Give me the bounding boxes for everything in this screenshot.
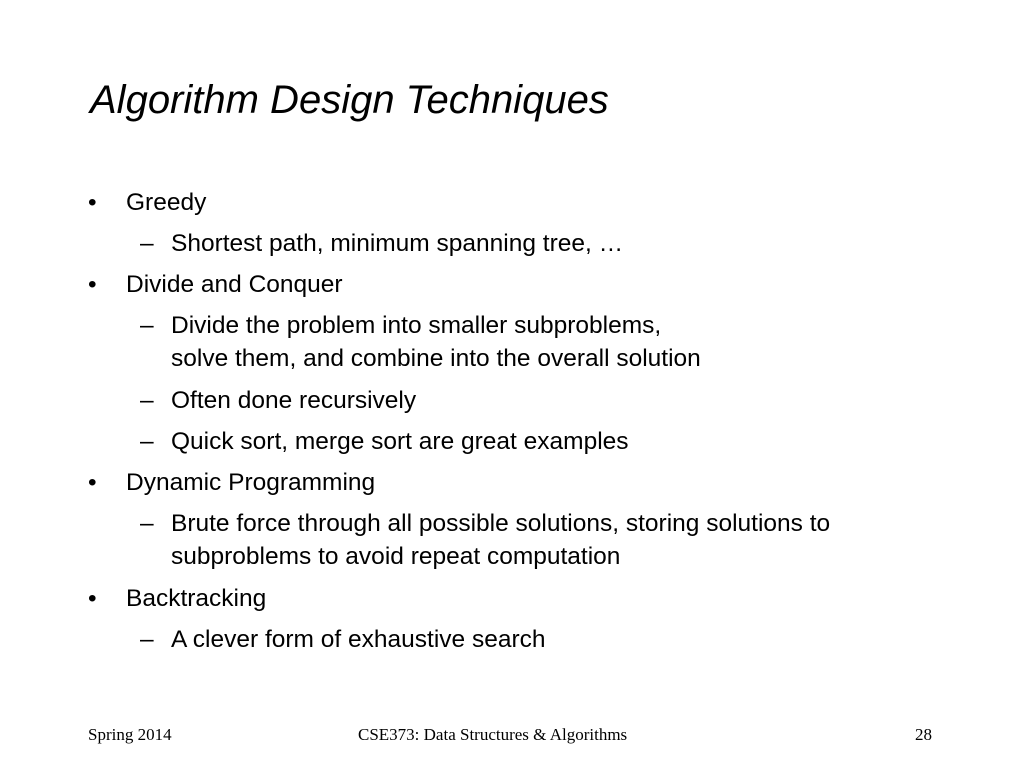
sub-bullet-divide-problem-line-1: Divide the problem into smaller subproblems, — [171, 312, 662, 339]
footer-date: Spring 2014 — [88, 725, 172, 744]
sub-bullet-marker: – — [140, 510, 154, 537]
bullet-marker: • — [88, 271, 97, 298]
footer-course-title: CSE373: Data Structures & Algorithms — [358, 725, 628, 744]
sub-bullet-marker: – — [140, 312, 154, 339]
sub-bullet-marker: – — [140, 230, 154, 257]
bullet-divide-and-conquer: Divide and Conquer — [126, 271, 343, 298]
sub-bullet-marker: – — [140, 626, 154, 653]
sub-bullet-brute-force-line-2: subproblems to avoid repeat computation — [171, 543, 621, 570]
bullet-dynamic-programming: Dynamic Programming — [126, 469, 376, 496]
sub-bullet-brute-force-line-1: Brute force through all possible solutions, storing solutions to — [171, 510, 831, 537]
bullet-marker: • — [88, 585, 97, 612]
bullet-greedy: Greedy — [126, 189, 207, 216]
bullet-backtracking: Backtracking — [126, 585, 267, 612]
bullet-marker: • — [88, 189, 97, 216]
sub-bullet-recursively: Often done recursively — [171, 387, 417, 414]
sub-bullet-sort-examples: Quick sort, merge sort are great examples — [171, 428, 629, 455]
sub-bullet-divide-problem-line-2: solve them, and combine into the overall solution — [171, 345, 701, 372]
bullet-marker: • — [88, 469, 97, 496]
sub-bullet-shortest-path: Shortest path, minimum spanning tree, … — [171, 230, 624, 257]
footer-page-number: 28 — [915, 725, 932, 744]
slide-title: Algorithm Design Techniques — [90, 78, 609, 122]
sub-bullet-marker: – — [140, 428, 154, 455]
sub-bullet-marker: – — [140, 387, 154, 414]
sub-bullet-exhaustive-search: A clever form of exhaustive search — [171, 626, 546, 653]
